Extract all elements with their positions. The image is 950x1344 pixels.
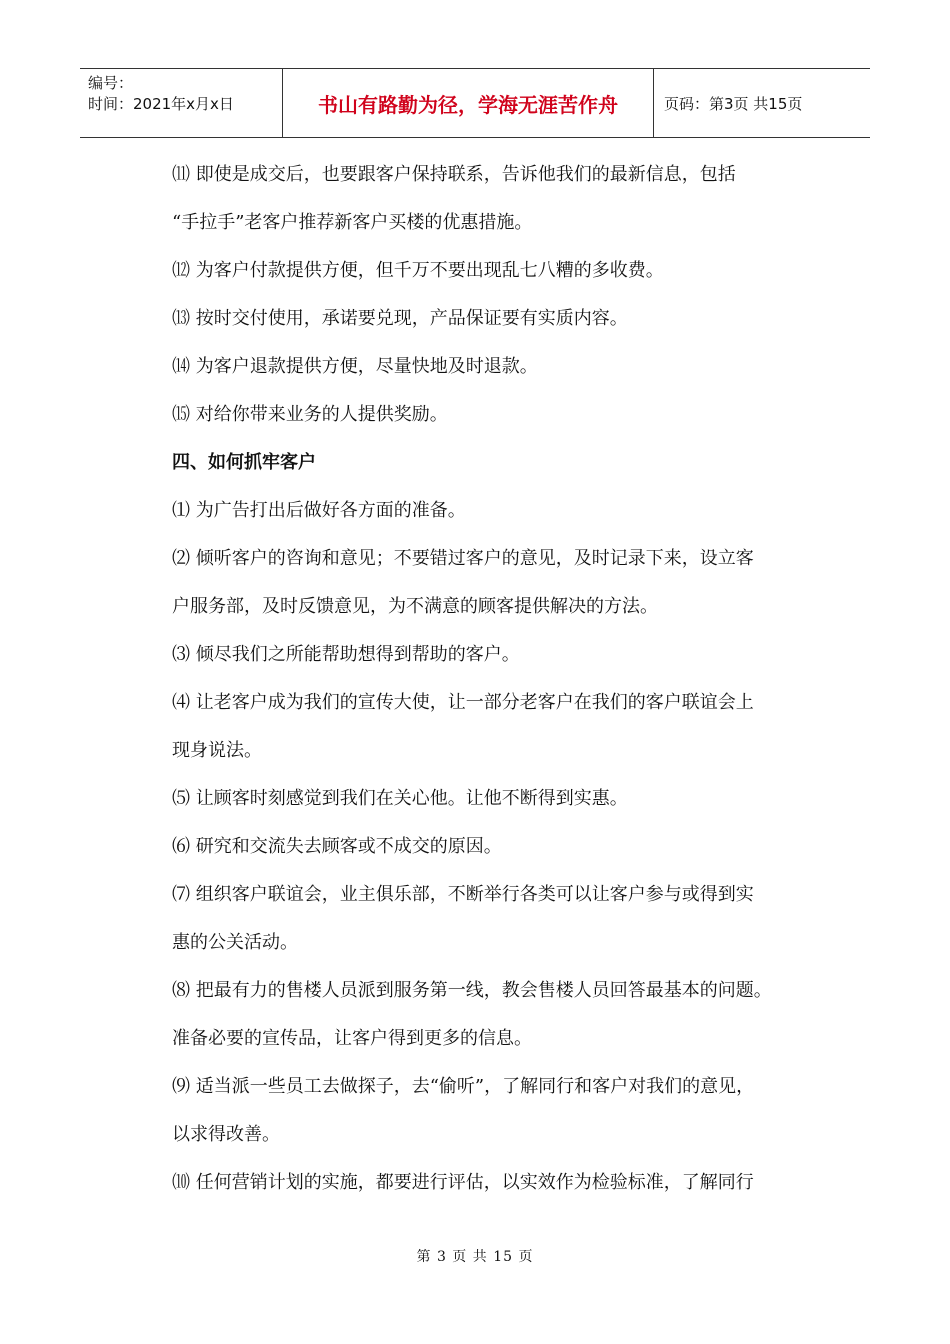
text-line: ⑹ 研究和交流失去顾客或不成交的原因。 <box>172 836 502 857</box>
time-label: 时间：2021年x月x日 <box>88 95 234 113</box>
text-line: 户服务部，及时反馈意见，为不满意的顾客提供解决的方法。 <box>172 596 658 617</box>
header-motto: 书山有路勤为径，学海无涯苦作舟 <box>282 69 654 137</box>
text-line: ⑸ 让顾客时刻感觉到我们在关心他。让他不断得到实惠。 <box>172 788 628 809</box>
page-footer: 第 3 页 共 15 页 <box>416 1249 534 1265</box>
text-line: ⑽ 任何营销计划的实施，都要进行评估，以实效作为检验标准，了解同行 <box>172 1172 754 1193</box>
header-meta <box>80 69 282 137</box>
page-header <box>80 68 870 138</box>
text-line: ⑵ 倾听客户的咨询和意见；不要错过客户的意见，及时记录下来，设立客 <box>172 548 754 569</box>
section-heading: 四、如何抓牢客户 <box>172 452 316 473</box>
text-line: “手拉手”老客户推荐新客户买楼的优惠措施。 <box>172 212 533 233</box>
text-line: ⑷ 让老客户成为我们的宣传大使，让一部分老客户在我们的客户联谊会上 <box>172 692 754 713</box>
text-line: ⑾ 即使是成交后，也要跟客户保持联系，告诉他我们的最新信息，包括 <box>172 164 736 185</box>
text-line: 准备必要的宣传品，让客户得到更多的信息。 <box>172 1028 532 1049</box>
text-line: ⑿ 为客户付款提供方便，但千万不要出现乱七八糟的多收费。 <box>172 260 664 281</box>
number-label: 编号： <box>88 74 134 92</box>
text-line: 惠的公关活动。 <box>172 932 298 953</box>
header-page-info: 页码：第3页 共15页 <box>664 94 803 113</box>
text-line: ⒀ 按时交付使用，承诺要兑现，产品保证要有实质内容。 <box>172 308 628 329</box>
text-line: ⑺ 组织客户联谊会，业主俱乐部，不断举行各类可以让客户参与或得到实 <box>172 884 754 905</box>
text-line: ⑻ 把最有力的售楼人员派到服务第一线，教会售楼人员回答最基本的问题。 <box>172 980 772 1001</box>
text-line: ⒁ 为客户退款提供方便，尽量快地及时退款。 <box>172 356 538 377</box>
text-line: ⑴ 为广告打出后做好各方面的准备。 <box>172 500 466 521</box>
text-line: ⒂ 对给你带来业务的人提供奖励。 <box>172 404 448 425</box>
text-line: 以求得改善。 <box>172 1124 280 1145</box>
text-line: ⑼ 适当派一些员工去做探子，去“偷听”，了解同行和客户对我们的意见， <box>172 1076 755 1097</box>
text-line: ⑶ 倾尽我们之所能帮助想得到帮助的客户。 <box>172 644 520 665</box>
text-line: 现身说法。 <box>172 740 262 761</box>
